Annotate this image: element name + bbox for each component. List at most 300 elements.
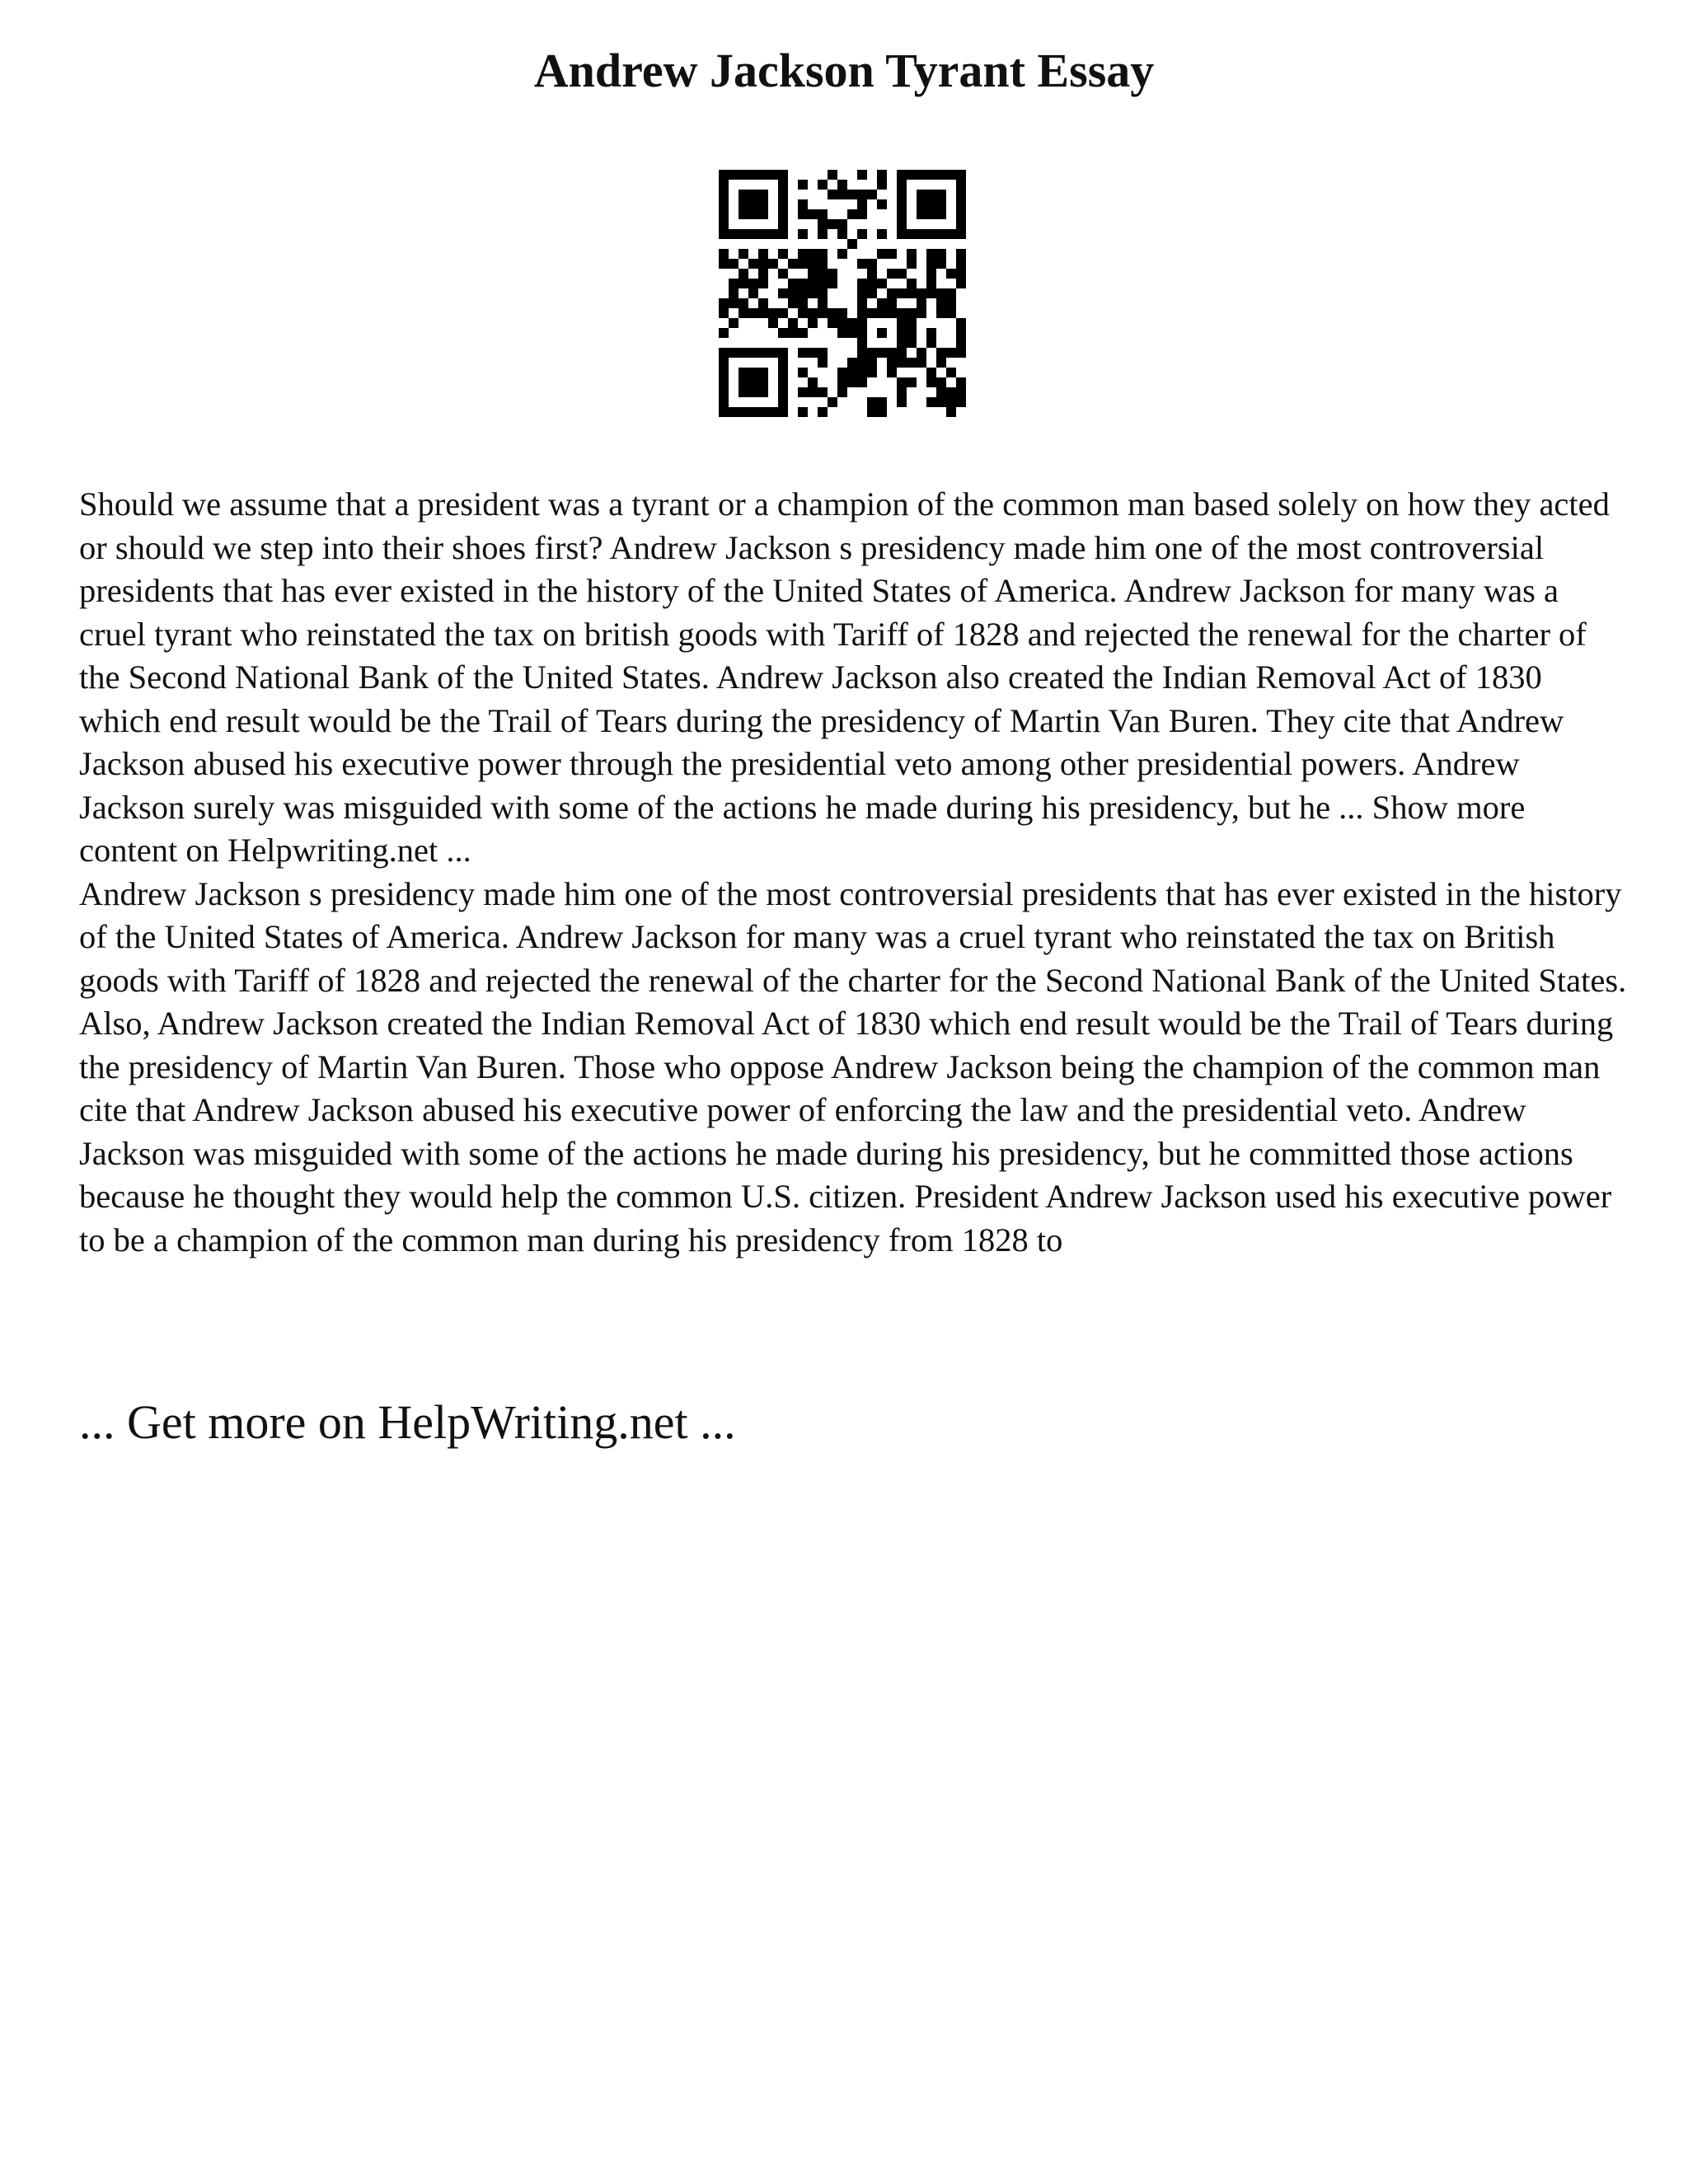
qr-module [897, 229, 907, 239]
qr-module [738, 387, 748, 397]
qr-module [808, 288, 818, 298]
qr-module [907, 279, 917, 288]
qr-module [877, 397, 887, 407]
qr-module [798, 348, 808, 358]
qr-module [936, 288, 946, 298]
qr-module [719, 180, 729, 190]
qr-module [926, 377, 936, 387]
qr-module [956, 259, 966, 269]
qr-module [867, 190, 877, 199]
qr-module [798, 308, 808, 318]
qr-module [758, 259, 768, 269]
qr-module [778, 377, 788, 387]
qr-module [936, 259, 946, 269]
qr-module [818, 348, 828, 358]
qr-module [758, 190, 768, 199]
qr-module [887, 358, 897, 368]
qr-module [748, 279, 758, 288]
qr-module [758, 407, 768, 417]
qr-module [867, 279, 877, 288]
qr-module [758, 229, 768, 239]
qr-module [936, 209, 946, 219]
qr-module [857, 209, 867, 219]
qr-module [748, 387, 758, 397]
qr-module [778, 190, 788, 199]
qr-module [946, 368, 956, 377]
qr-module [748, 170, 758, 180]
qr-module [936, 387, 946, 397]
qr-module [778, 368, 788, 377]
qr-module [897, 358, 907, 368]
qr-module [719, 348, 729, 358]
qr-module [798, 209, 808, 219]
qr-module [897, 190, 907, 199]
qr-module [758, 170, 768, 180]
qr-module [956, 338, 966, 348]
qr-module [847, 209, 857, 219]
qr-module [907, 259, 917, 269]
qr-module [798, 407, 808, 417]
qr-module [828, 279, 837, 288]
qr-module [926, 269, 936, 279]
qr-module [758, 348, 768, 358]
qr-module [887, 269, 897, 279]
qr-module [917, 190, 926, 199]
qr-module [719, 328, 729, 338]
qr-module [818, 298, 828, 308]
qr-module [936, 308, 946, 318]
qr-module [719, 170, 729, 180]
qr-module [907, 308, 917, 318]
qr-module [729, 288, 738, 298]
qr-module [926, 338, 936, 348]
qr-module [738, 190, 748, 199]
qr-module [808, 318, 818, 328]
qr-module [837, 219, 847, 229]
qr-module [897, 338, 907, 348]
qr-module [946, 170, 956, 180]
qr-module [877, 348, 887, 358]
qr-module [758, 269, 768, 279]
qr-module [798, 249, 808, 259]
qr-module [956, 269, 966, 279]
qr-module [946, 407, 956, 417]
qr-module [936, 377, 946, 387]
qr-module [719, 209, 729, 219]
qr-module [758, 249, 768, 259]
qr-module [867, 259, 877, 269]
qr-module [738, 298, 748, 308]
qr-module [818, 249, 828, 259]
qr-module [946, 269, 956, 279]
qr-module [926, 368, 936, 377]
qr-module [748, 288, 758, 298]
qr-module [857, 170, 867, 180]
qr-module [738, 348, 748, 358]
qr-module [936, 229, 946, 239]
qr-module [768, 229, 778, 239]
qr-module [907, 338, 917, 348]
qr-module [907, 288, 917, 298]
qr-module [778, 199, 788, 209]
qr-module [788, 318, 798, 328]
qr-module [719, 358, 729, 368]
qr-module [926, 249, 936, 259]
qr-module [719, 368, 729, 377]
qr-module [917, 209, 926, 219]
qr-module [877, 298, 887, 308]
qr-code-icon [719, 170, 966, 417]
qr-module [926, 209, 936, 219]
qr-module [818, 209, 828, 219]
qr-module [946, 308, 956, 318]
qr-module [857, 190, 867, 199]
qr-module [818, 269, 828, 279]
qr-module [719, 199, 729, 209]
qr-module [798, 368, 808, 377]
qr-module [877, 279, 887, 288]
essay-body [79, 483, 1629, 1262]
qr-module [778, 269, 788, 279]
qr-module [828, 269, 837, 279]
qr-module [719, 308, 729, 318]
qr-module [907, 318, 917, 328]
qr-module [738, 368, 748, 377]
qr-module [887, 348, 897, 358]
qr-module [758, 199, 768, 209]
qr-module [818, 358, 828, 368]
qr-module [729, 259, 738, 269]
qr-module [719, 377, 729, 387]
qr-module [956, 229, 966, 239]
qr-module [818, 229, 828, 239]
qr-module [778, 348, 788, 358]
qr-module [729, 279, 738, 288]
qr-module [778, 229, 788, 239]
qr-module [729, 229, 738, 239]
qr-module [837, 190, 847, 199]
qr-module [758, 209, 768, 219]
qr-module [719, 387, 729, 397]
qr-module [867, 397, 877, 407]
qr-module [946, 348, 956, 358]
essay-paragraph-2: Andrew Jackson s presidency made him one of the most controversial presidents that has ever existed in the history of the United States of America. Andrew Jackson for many was a cruel tyrant who reinstated the tax on British goods with Tariff of 1828 and rejected the renewal of the charter for the Second National Bank of the United States. Also, Andrew Jackson created the Indian Removal Act of 1830 which end result would be the Trail of Tears during the presidency of Martin Van Buren. Those who oppose Andrew Jackson being the champion of the common man cite that Andrew Jackson abused his executive power of enforcing the law and the presidential veto. Andrew Jackson was misguided with some of the actions he made during his presidency, but he committed those actions because he thought they would help the common U.S. citizen. President Andrew Jackson used his executive power to be a champion of the common man during his presidency from 1828 to [79, 874, 1627, 1258]
qr-module [867, 269, 877, 279]
qr-module [956, 170, 966, 180]
qr-module [936, 397, 946, 407]
qr-module [897, 209, 907, 219]
qr-module [857, 348, 867, 358]
qr-module [857, 288, 867, 298]
qr-module [956, 377, 966, 387]
qr-module [778, 407, 788, 417]
qr-module [907, 170, 917, 180]
qr-module [907, 249, 917, 259]
qr-module [778, 397, 788, 407]
qr-module [897, 328, 907, 338]
qr-module [719, 298, 729, 308]
qr-module [837, 229, 847, 239]
qr-module [729, 348, 738, 358]
qr-module [798, 229, 808, 239]
qr-module [956, 199, 966, 209]
qr-module [946, 397, 956, 407]
qr-module [917, 288, 926, 298]
qr-module [798, 199, 808, 209]
qr-module [857, 308, 867, 318]
qr-module [926, 199, 936, 209]
qr-module [808, 249, 818, 259]
qr-module [837, 318, 847, 328]
qr-module [778, 308, 788, 318]
qr-module [897, 318, 907, 328]
qr-module [897, 269, 907, 279]
qr-module [729, 298, 738, 308]
qr-module [719, 190, 729, 199]
document-title: Andrew Jackson Tyrant Essay [533, 44, 1155, 97]
qr-module [887, 298, 897, 308]
qr-module [877, 407, 887, 417]
qr-module [887, 368, 897, 377]
qr-module [837, 368, 847, 377]
qr-module [857, 358, 867, 368]
qr-module [738, 209, 748, 219]
qr-module [818, 259, 828, 269]
get-more-link[interactable]: ... Get more on HelpWriting.net ... [79, 1395, 736, 1449]
qr-module [738, 269, 748, 279]
qr-module [956, 180, 966, 190]
qr-module [808, 377, 818, 387]
qr-module [808, 387, 818, 397]
qr-module [897, 180, 907, 190]
qr-module [808, 348, 818, 358]
qr-module [808, 209, 818, 219]
qr-module [936, 199, 946, 209]
qr-module [768, 348, 778, 358]
qr-module [897, 288, 907, 298]
qr-module [798, 298, 808, 308]
qr-module [778, 328, 788, 338]
qr-module [917, 348, 926, 358]
qr-module [877, 249, 887, 259]
qr-module [847, 377, 857, 387]
qr-module [818, 288, 828, 298]
qr-module [758, 377, 768, 387]
qr-module [837, 387, 847, 397]
qr-module [907, 229, 917, 239]
qr-module [818, 387, 828, 397]
qr-module [837, 377, 847, 387]
qr-module [956, 397, 966, 407]
qr-module [768, 318, 778, 328]
qr-module [837, 308, 847, 318]
qr-module [778, 288, 788, 298]
qr-module [867, 308, 877, 318]
qr-module [867, 407, 877, 417]
qr-module [857, 279, 867, 288]
qr-module [887, 308, 897, 318]
qr-module [758, 308, 768, 318]
qr-module [907, 328, 917, 338]
qr-module [798, 180, 808, 190]
qr-module [748, 209, 758, 219]
qr-module [768, 259, 778, 269]
qr-module [887, 288, 897, 298]
qr-module [936, 348, 946, 358]
qr-module [729, 170, 738, 180]
qr-module [788, 288, 798, 298]
qr-module [926, 229, 936, 239]
qr-module [857, 328, 867, 338]
qr-module [778, 209, 788, 219]
qr-module [956, 219, 966, 229]
qr-module [956, 387, 966, 397]
qr-module [719, 397, 729, 407]
qr-module [768, 308, 778, 318]
qr-module [788, 259, 798, 269]
qr-module [857, 199, 867, 209]
qr-module [936, 358, 946, 368]
qr-module [917, 308, 926, 318]
qr-module [867, 288, 877, 298]
qr-module [926, 170, 936, 180]
qr-module [729, 318, 738, 328]
qr-module [857, 338, 867, 348]
qr-module [877, 199, 887, 209]
qr-module [936, 249, 946, 259]
qr-module [837, 328, 847, 338]
qr-module [877, 170, 887, 180]
qr-module [808, 279, 818, 288]
qr-module [738, 308, 748, 318]
qr-module [917, 229, 926, 239]
qr-module [926, 190, 936, 199]
qr-module [748, 377, 758, 387]
qr-module [857, 229, 867, 239]
qr-module [926, 259, 936, 269]
qr-module [778, 180, 788, 190]
qr-module [778, 219, 788, 229]
qr-module [837, 180, 847, 190]
qr-module [719, 249, 729, 259]
qr-module [847, 358, 857, 368]
qr-module [946, 288, 956, 298]
qr-module [719, 219, 729, 229]
qr-module [808, 259, 818, 269]
qr-module [798, 279, 808, 288]
qr-module [828, 219, 837, 229]
qr-module [758, 298, 768, 308]
qr-module [738, 377, 748, 387]
qr-module [818, 279, 828, 288]
qr-module [778, 170, 788, 180]
qr-module [748, 407, 758, 417]
qr-module [778, 387, 788, 397]
qr-module [738, 229, 748, 239]
qr-module [828, 190, 837, 199]
qr-module [828, 170, 837, 180]
qr-module [936, 170, 946, 180]
qr-module [956, 328, 966, 338]
qr-module [897, 170, 907, 180]
qr-module [748, 190, 758, 199]
qr-module [758, 387, 768, 397]
qr-module [729, 407, 738, 417]
qr-module [738, 407, 748, 417]
qr-module [798, 328, 808, 338]
qr-module [798, 259, 808, 269]
qr-module [719, 407, 729, 417]
qr-module [897, 308, 907, 318]
qr-module [758, 368, 768, 377]
qr-module [847, 190, 857, 199]
qr-module [857, 377, 867, 387]
qr-module [798, 387, 808, 397]
qr-module [748, 368, 758, 377]
qr-module [748, 229, 758, 239]
qr-module [897, 377, 907, 387]
qr-module [907, 377, 917, 387]
qr-module [936, 298, 946, 308]
qr-module [917, 358, 926, 368]
qr-module [788, 328, 798, 338]
qr-module [738, 249, 748, 259]
qr-module [877, 308, 887, 318]
qr-module [897, 397, 907, 407]
qr-module [738, 170, 748, 180]
qr-module [867, 368, 877, 377]
qr-module [748, 199, 758, 209]
qr-module [828, 318, 837, 328]
qr-module [847, 328, 857, 338]
qr-module [719, 259, 729, 269]
qr-module [798, 288, 808, 298]
qr-module [847, 239, 857, 249]
qr-module [926, 328, 936, 338]
qr-module [897, 219, 907, 229]
qr-module [857, 318, 867, 328]
qr-module [917, 298, 926, 308]
qr-module [956, 209, 966, 219]
qr-module [857, 298, 867, 308]
qr-module [748, 348, 758, 358]
qr-module [867, 348, 877, 358]
qr-module [778, 358, 788, 368]
qr-module [818, 219, 828, 229]
qr-module [758, 279, 768, 288]
qr-module [956, 279, 966, 288]
qr-module [818, 180, 828, 190]
qr-module [877, 229, 887, 239]
qr-module [877, 328, 887, 338]
qr-module [847, 318, 857, 328]
qr-module [936, 190, 946, 199]
qr-module [837, 249, 847, 259]
qr-module [828, 308, 837, 318]
qr-module [857, 368, 867, 377]
qr-module [818, 407, 828, 417]
qr-module [956, 318, 966, 328]
qr-module [778, 249, 788, 259]
qr-module [926, 288, 936, 298]
qr-module [897, 348, 907, 358]
qr-module [917, 199, 926, 209]
qr-module [946, 298, 956, 308]
qr-module [808, 308, 818, 318]
qr-module [926, 397, 936, 407]
qr-module [956, 348, 966, 358]
essay-paragraph-1: Should we assume that a president was a tyrant or a champion of the common man based solely on how they acted or should we step into their shoes first? Andrew Jackson s presidency made him one of the most controversial presidents that has ever existed in the history of the United States of America. Andrew Jackson for many was a cruel tyrant who reinstated the tax on british goods with Tariff of 1828 and rejected the renewal for the charter of the Second National Bank of the United States. Andrew Jackson also created the Indian Removal Act of 1830 which end result would be the Trail of Tears during the presidency of Martin Van Buren. They cite that Andrew Jackson abused his executive power through the presidential veto among other presidential powers. Andrew Jackson surely was misguided with some of the actions he made during his presidency, but he ... Show more content on Helpwriting.net ... [79, 485, 1610, 869]
